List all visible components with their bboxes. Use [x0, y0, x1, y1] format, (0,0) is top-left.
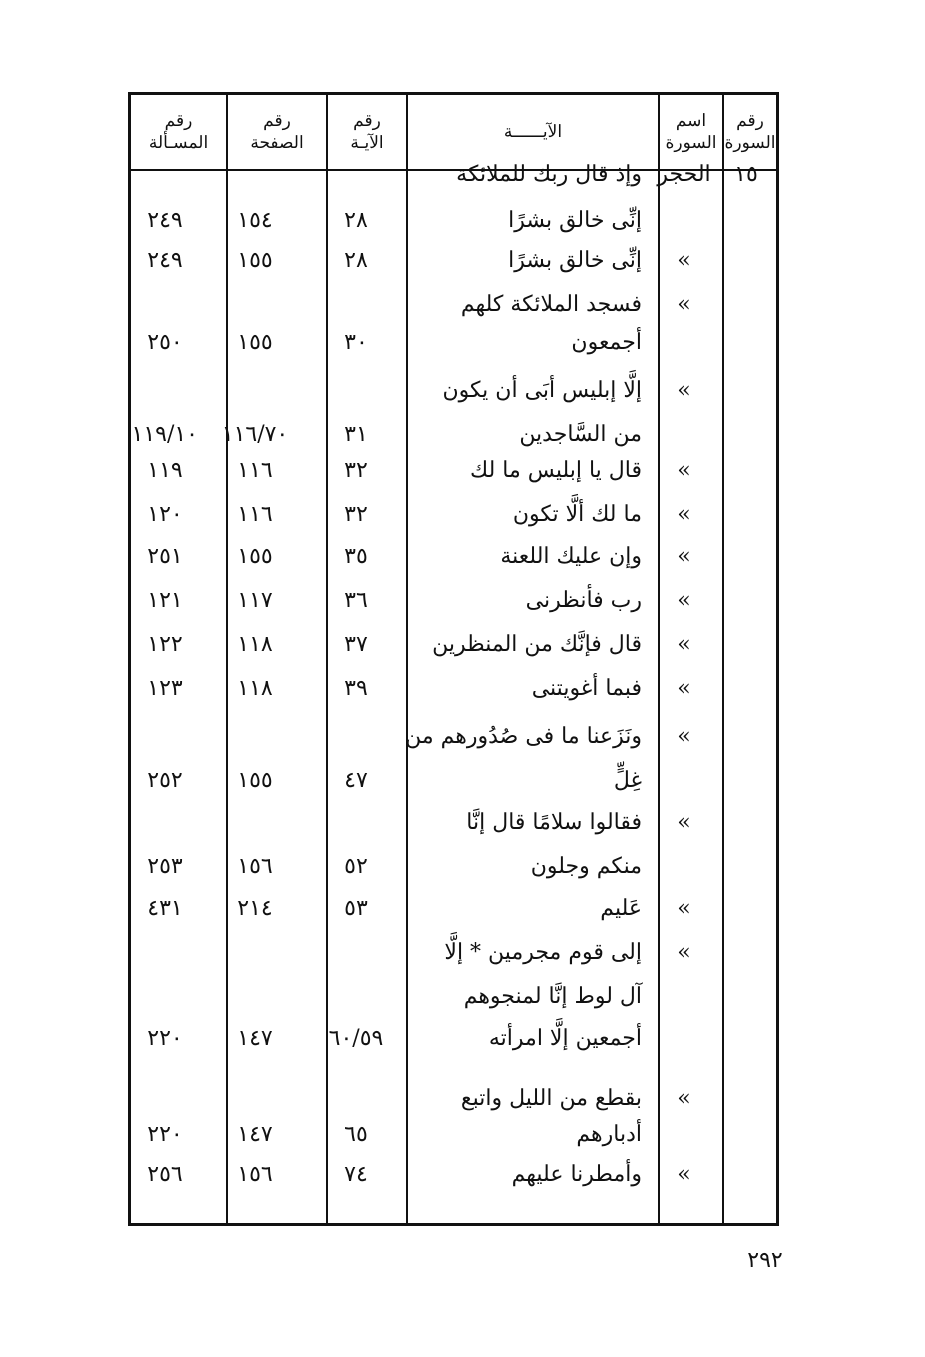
cell-masala-no: ١٢٣ [147, 676, 183, 701]
cell-ayah: منكم وجلون [530, 854, 642, 879]
header-surah-no: رقم السورة [724, 111, 776, 153]
cell-ayah: إنِّى خالق بشرًا [508, 248, 642, 273]
header-surah-name: اسم السورة [665, 111, 717, 153]
cell-ayah: وأمطرنا عليهم [511, 1162, 642, 1187]
cell-ayah: بقطع من الليل واتبع [460, 1086, 642, 1111]
cell-ayah-no: ٣٧ [344, 632, 368, 657]
table-row [131, 1155, 776, 1195]
table-row [131, 933, 776, 973]
cell-ayah-no: ٣١ [344, 422, 368, 447]
cell-ayah-no: ٣٦ [344, 588, 368, 613]
cell-ayah-no: ٦٥ [344, 1122, 368, 1147]
cell-surah-name: الحجر [657, 162, 711, 187]
cell-surah-name: » [677, 292, 691, 317]
cell-surah-name: » [677, 588, 691, 613]
cell-page-no: ١١٦ [237, 502, 273, 527]
table-row [131, 803, 776, 843]
table-row [131, 537, 776, 577]
cell-masala-no: ١١٩ [147, 458, 183, 483]
cell-ayah: من السَّاجدين [519, 422, 642, 447]
cell-masala-no: ٢٥٦ [147, 1162, 183, 1187]
cell-page-no: ١٥٦ [237, 1162, 273, 1187]
table-row [131, 155, 776, 195]
cell-ayah: إنِّى خالق بشرًا [508, 208, 642, 233]
table-row [131, 371, 776, 411]
cell-ayah-no: ٥٣ [344, 896, 368, 921]
table-row [131, 1079, 776, 1119]
table-row [131, 285, 776, 325]
cell-page-no: ١٥٥ [237, 544, 273, 569]
cell-ayah: قال يا إبليس ما لك [470, 458, 642, 483]
table-row [131, 415, 776, 455]
cell-surah-name: » [677, 724, 691, 749]
cell-ayah: عَليم [600, 896, 642, 921]
cell-masala-no: ٢٤٩ [147, 248, 183, 273]
cell-masala-no: ٢٥٣ [147, 854, 183, 879]
cell-ayah: وإذ قال ربك للملائكة [456, 162, 642, 187]
cell-surah-name: » [677, 544, 691, 569]
cell-surah-name: » [677, 248, 691, 273]
table-row [131, 761, 776, 801]
table-row [131, 241, 776, 281]
cell-surah-name: » [677, 1162, 691, 1187]
cell-ayah: قال فإنَّك من المنظرين [432, 632, 642, 657]
header-page-no: رقم الصفحة [250, 111, 304, 153]
cell-page-no: ١٥٥ [237, 248, 273, 273]
cell-ayah-no: ٧٤ [344, 1162, 368, 1187]
table-row [131, 1019, 776, 1059]
cell-ayah-no: ٣٢ [344, 502, 368, 527]
table-row [131, 889, 776, 929]
header-masala-no: رقم المسـألة [148, 111, 209, 153]
cell-surah-no: ١٥ [734, 162, 758, 187]
cell-ayah: آل لوط إنَّا لمنجوهم [463, 984, 642, 1009]
cell-ayah-no: ٦٠/٥٩ [328, 1026, 384, 1051]
cell-masala-no: ٢٢٠ [147, 1122, 183, 1147]
cell-page-no: ٢١٤ [237, 896, 273, 921]
table-row [131, 323, 776, 363]
cell-page-no: ١٥٤ [237, 208, 273, 233]
table-row [131, 581, 776, 621]
cell-ayah: إلَّا إبليس أبَى أن يكون [442, 378, 642, 403]
cell-surah-name: » [677, 458, 691, 483]
cell-page-no: ١٥٥ [237, 330, 273, 355]
cell-page-no: ١٤٧ [237, 1026, 273, 1051]
cell-masala-no: ١١٩/١٠ [131, 422, 198, 447]
cell-page-no: ١٥٦ [237, 854, 273, 879]
table-row [131, 201, 776, 241]
cell-page-no: ١٥٥ [237, 768, 273, 793]
cell-surah-name: » [677, 1086, 691, 1111]
cell-page-no: ١١٨ [237, 632, 273, 657]
cell-ayah: غِلٍّ [613, 768, 642, 793]
cell-page-no: ١١٦/٧٠ [221, 422, 289, 447]
index-table [128, 92, 779, 1226]
cell-masala-no: ٢٤٩ [147, 208, 183, 233]
cell-ayah: أجمعين إلَّا امرأته [488, 1026, 642, 1051]
cell-surah-name: » [677, 676, 691, 701]
header-ayah: الآيــــــة [503, 122, 563, 142]
cell-ayah: ما لك ألَّا تكون [512, 502, 642, 527]
cell-masala-no: ٢٥١ [147, 544, 183, 569]
cell-ayah-no: ٣٥ [344, 544, 368, 569]
cell-masala-no: ٢٥٢ [147, 768, 183, 793]
cell-ayah-no: ٤٧ [344, 768, 368, 793]
cell-surah-name: » [677, 502, 691, 527]
cell-ayah: إلى قوم مجرمين * إلَّا [444, 940, 642, 965]
cell-ayah: أجمعون [571, 330, 642, 355]
cell-page-no: ١١٦ [237, 458, 273, 483]
cell-page-no: ١١٨ [237, 676, 273, 701]
cell-ayah-no: ٢٨ [344, 248, 368, 273]
table-row [131, 717, 776, 757]
cell-masala-no: ١٢١ [147, 588, 183, 613]
cell-ayah-no: ٣٠ [344, 330, 368, 355]
cell-ayah-no: ٣٩ [344, 676, 368, 701]
table-row [131, 847, 776, 887]
header-ayah-no: رقم الآيـة [350, 111, 384, 153]
cell-surah-name: » [677, 378, 691, 403]
table-row [131, 625, 776, 665]
table-row [131, 451, 776, 491]
cell-ayah: رب فأنظرنى [525, 588, 642, 613]
cell-ayah: وإن عليك اللعنة [500, 544, 642, 569]
cell-surah-name: » [677, 940, 691, 965]
cell-ayah: ونَزَعنا ما فى صُدُورهم من [405, 724, 642, 749]
cell-ayah: فبما أغويتنى [531, 676, 642, 701]
cell-masala-no: ٤٣١ [147, 896, 183, 921]
cell-ayah-no: ٣٢ [344, 458, 368, 483]
cell-ayah: فقالوا سلامًا قال إنَّا [466, 810, 642, 835]
cell-ayah-no: ٢٨ [344, 208, 368, 233]
cell-masala-no: ٢٥٠ [147, 330, 183, 355]
cell-masala-no: ٢٢٠ [147, 1026, 183, 1051]
cell-page-no: ١١٧ [237, 588, 273, 613]
cell-surah-name: » [677, 810, 691, 835]
cell-page-no: ١٤٧ [237, 1122, 273, 1147]
table-row [131, 977, 776, 1017]
cell-masala-no: ١٢٢ [147, 632, 183, 657]
cell-ayah: فسجد الملائكة كلهم [460, 292, 642, 317]
cell-surah-name: » [677, 632, 691, 657]
table-row [131, 495, 776, 535]
table-row [131, 1115, 776, 1155]
cell-masala-no: ١٢٠ [147, 502, 183, 527]
cell-ayah-no: ٥٢ [344, 854, 368, 879]
page-number: ٢٩٢ [747, 1248, 783, 1273]
table-row [131, 669, 776, 709]
cell-ayah: أدبارهم [576, 1122, 642, 1147]
cell-surah-name: » [677, 896, 691, 921]
